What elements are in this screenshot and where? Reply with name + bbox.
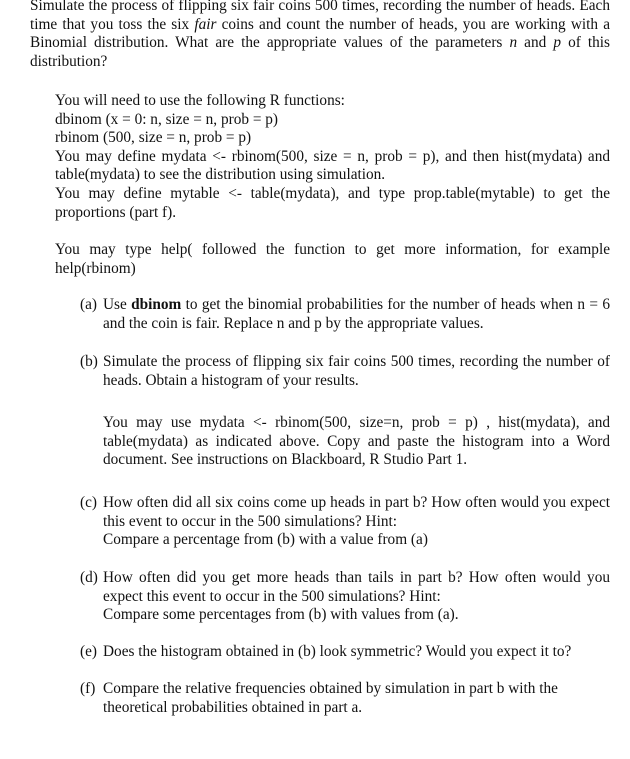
item-d-hint: Compare some percentages from (b) with values from (a). — [103, 606, 459, 624]
item-b-note: You may use mydata <- rbinom(500, size=n, prob = p) , hist(mydata), and table(mydata) as indicated above. Copy and paste the histogram into a Word document. See instructions on Blackboard, R Studio Part 1. — [103, 414, 610, 469]
item-d-text: How often did you get more heads than tails in part b? How often would you expect this event to occur in the 500 simulations? Hint: — [103, 569, 610, 605]
item-a-label: (a) — [80, 296, 97, 313]
item-c — [80, 494, 610, 550]
r-functions-block — [55, 92, 610, 222]
item-d — [80, 569, 610, 625]
item-b-label: (b) — [80, 353, 98, 370]
item-c-text: How often did all six coins come up heads in part b? How often would you expect this event to occur in the 500 simulations? Hint: — [103, 494, 610, 530]
item-c-hint: Compare a percentage from (b) with a value from (a) — [103, 531, 428, 549]
intro-and: and — [517, 34, 554, 52]
rbinom-line: rbinom (500, size = n, prob = p) — [55, 129, 252, 147]
intro-p-var: p — [553, 34, 561, 52]
item-a-post: to get the binomial probabilities for the number of heads when n = 6 and the coin is fair. Replace n and p by the appropriate values. — [103, 296, 610, 332]
item-d-label: (d) — [80, 569, 98, 586]
item-f-label: (f) — [80, 680, 96, 697]
dbinom-line: dbinom (x = 0: n, size = n, prob = p) — [55, 110, 279, 128]
mytable-line: You may define mytable <- table(mydata), and type prop.table(mytable) to get the proportions (part f). — [55, 184, 610, 221]
intro-text-3: of this distribution? — [30, 34, 610, 70]
item-e-label: (e) — [80, 643, 97, 660]
item-e-text: Does the histogram obtained in (b) look symmetric? Would you expect it to? — [103, 643, 572, 660]
item-a-text — [103, 296, 610, 333]
item-e — [80, 643, 610, 662]
intro-text-2: coins and count the number of heads, you are working with a Binomial distribution. What are the appropriate values of the parameters — [30, 15, 610, 52]
mydata-line: You may define mydata <- rbinom(500, size = n, prob = p), and then hist(mydata) and table(mydata) to see the distribution using simulation. — [55, 147, 610, 184]
item-b-note-wrap — [80, 414, 610, 470]
intro-text-1: Simulate the process of flipping six fair coins 500 times, recording the number of heads. Each time that you toss the six — [30, 0, 610, 33]
item-b — [80, 353, 610, 390]
item-f-text: Compare the relative frequencies obtained by simulation in part b with the theoretical probabilities obtained in part a. — [103, 680, 558, 716]
item-b-text: Simulate the process of flipping six fair coins 500 times, recording the number of heads. Obtain a histogram of your results. — [103, 353, 610, 389]
functions-heading: You will need to use the following R functions: — [55, 92, 345, 109]
item-a-pre: Use — [103, 296, 132, 313]
item-a — [80, 296, 610, 333]
intro-n-var: n — [509, 34, 518, 52]
intro-fair-word: fair — [194, 15, 217, 33]
item-f — [80, 680, 610, 717]
intro-paragraph — [30, 0, 610, 71]
item-a-dbinom: dbinom — [131, 296, 182, 313]
help-note: You may type help( followed the function to get more information, for example help(rbinom) — [55, 241, 610, 277]
item-c-label: (c) — [80, 494, 97, 511]
